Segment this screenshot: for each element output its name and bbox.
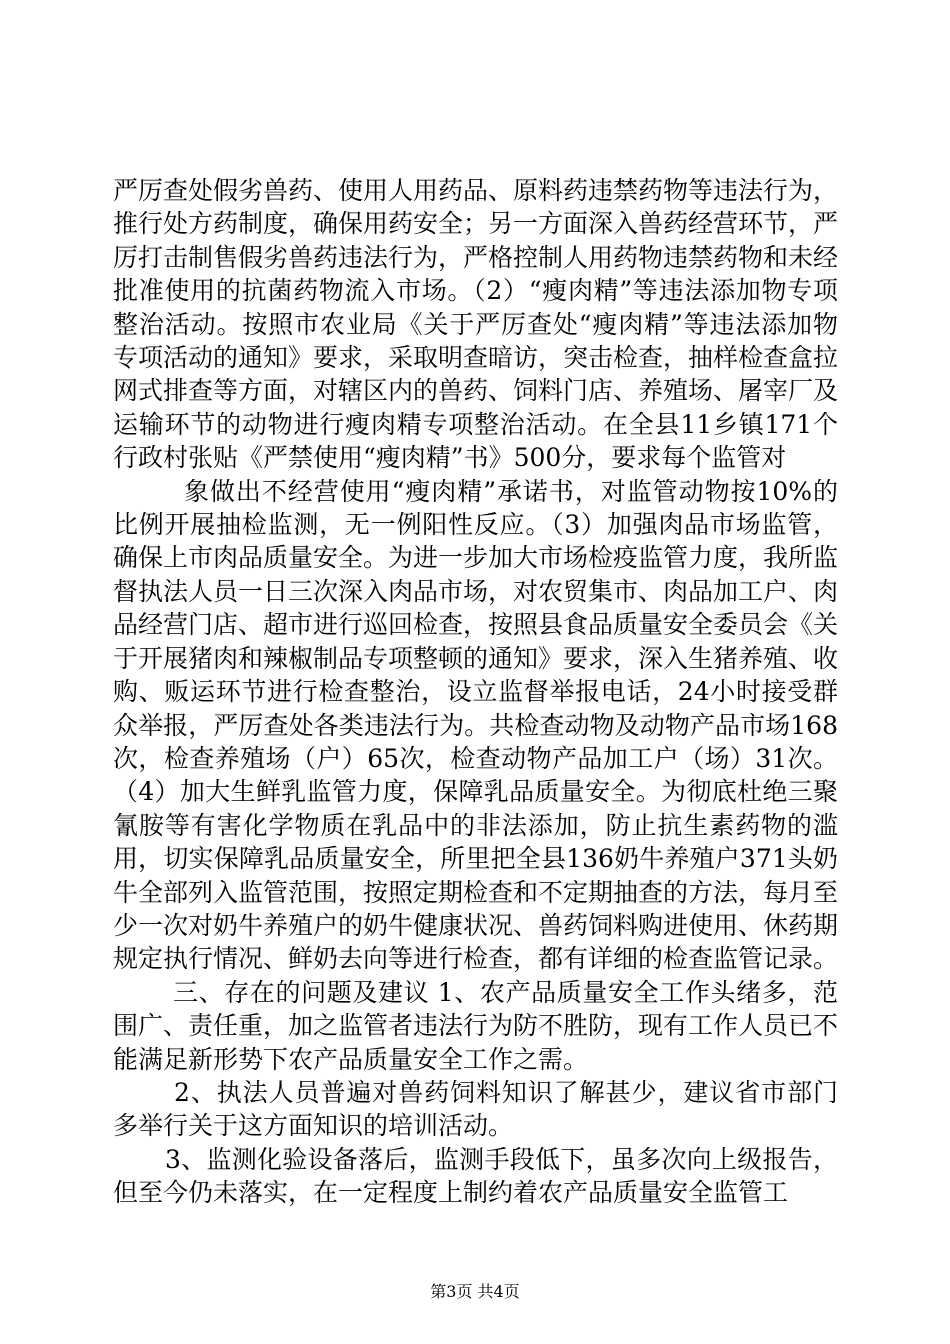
paragraph-2: 象做出不经营使用“瘦肉精”承诺书，对监管动物按10%的比例开展抽检监测，无一例阳性反应。（3）加强肉品市场监管，确保上市肉品质量安全。为进一步加大市场检疫监管力度，我所监督执法人员一日三次深入肉品市场，对农贸集市、肉品加工户、肉品经营门店、超市进行巡回检查，按照县食品质量安全委员会《关于开展猪肉和辣椒制品专项整顿的通知》要求，深入生猪养殖、收购、贩运环节进行检查整治，设立监督举报电话，24小时接受群众举报，严厉查处各类违法行为。共检查动物及动物产品市场168次，检查养殖场（户）65次，检查动物产品加工户（场）31次。（4）加大生鲜乳监管力度，保障乳品质量安全。为彻底杜绝三聚氰胺等有害化学物质在乳品中的非法添加，防止抗生素药物的滥用，切实保障乳品质量安全，所里把全县136奶牛养殖户371头奶牛全部列入监管范围，按照定期检查和不定期抽查的方法，每月至少一次对奶牛养殖户的奶牛健康状况、兽药饲料购进使用、休药期规定执行情况、鲜奶去向等进行检查，都有详细的检查监管记录。 <box>113 476 839 974</box>
page-footer: 第3页 共4页 <box>430 1282 520 1301</box>
document-body <box>113 174 838 1210</box>
paragraph-3: 三、存在的问题及建议 1、农产品质量安全工作头绪多，范围广、责任重，加之监管者违法行为防不胜防，现有工作人员已不能满足新形势下农产品质量安全工作之需。 <box>113 977 839 1074</box>
paragraph-5: 3、监测化验设备落后，监测手段低下，虽多次向上级报告，但至今仍未落实，在一定程度上制约着农产品质量安全监管工 <box>113 1144 838 1208</box>
paragraph-4: 2、执法人员普遍对兽药饲料知识了解甚少，建议省市部门多举行关于这方面知识的培训活动。 <box>113 1077 838 1141</box>
paragraph-1: 严厉查处假劣兽药、使用人用药品、原料药违禁药物等违法行为，推行处方药制度，确保用药安全；另一方面深入兽药经营环节，严厉打击制售假劣兽药违法行为，严格控制人用药物违禁药物和未经批准使用的抗菌药物流入市场。（2）“瘦肉精”等违法添加物专项整治活动。按照市农业局《关于严厉查处“瘦肉精”等违法添加物专项活动的通知》要求，采取明查暗访，突击检查，抽样检查盒拉网式排查等方面，对辖区内的兽药、饲料门店、养殖场、屠宰厂及运输环节的动物进行瘦肉精专项整治活动。在全县11乡镇171个行政村张贴《严禁使用“瘦肉精”书》500分，要求每个监管对 <box>113 176 839 473</box>
